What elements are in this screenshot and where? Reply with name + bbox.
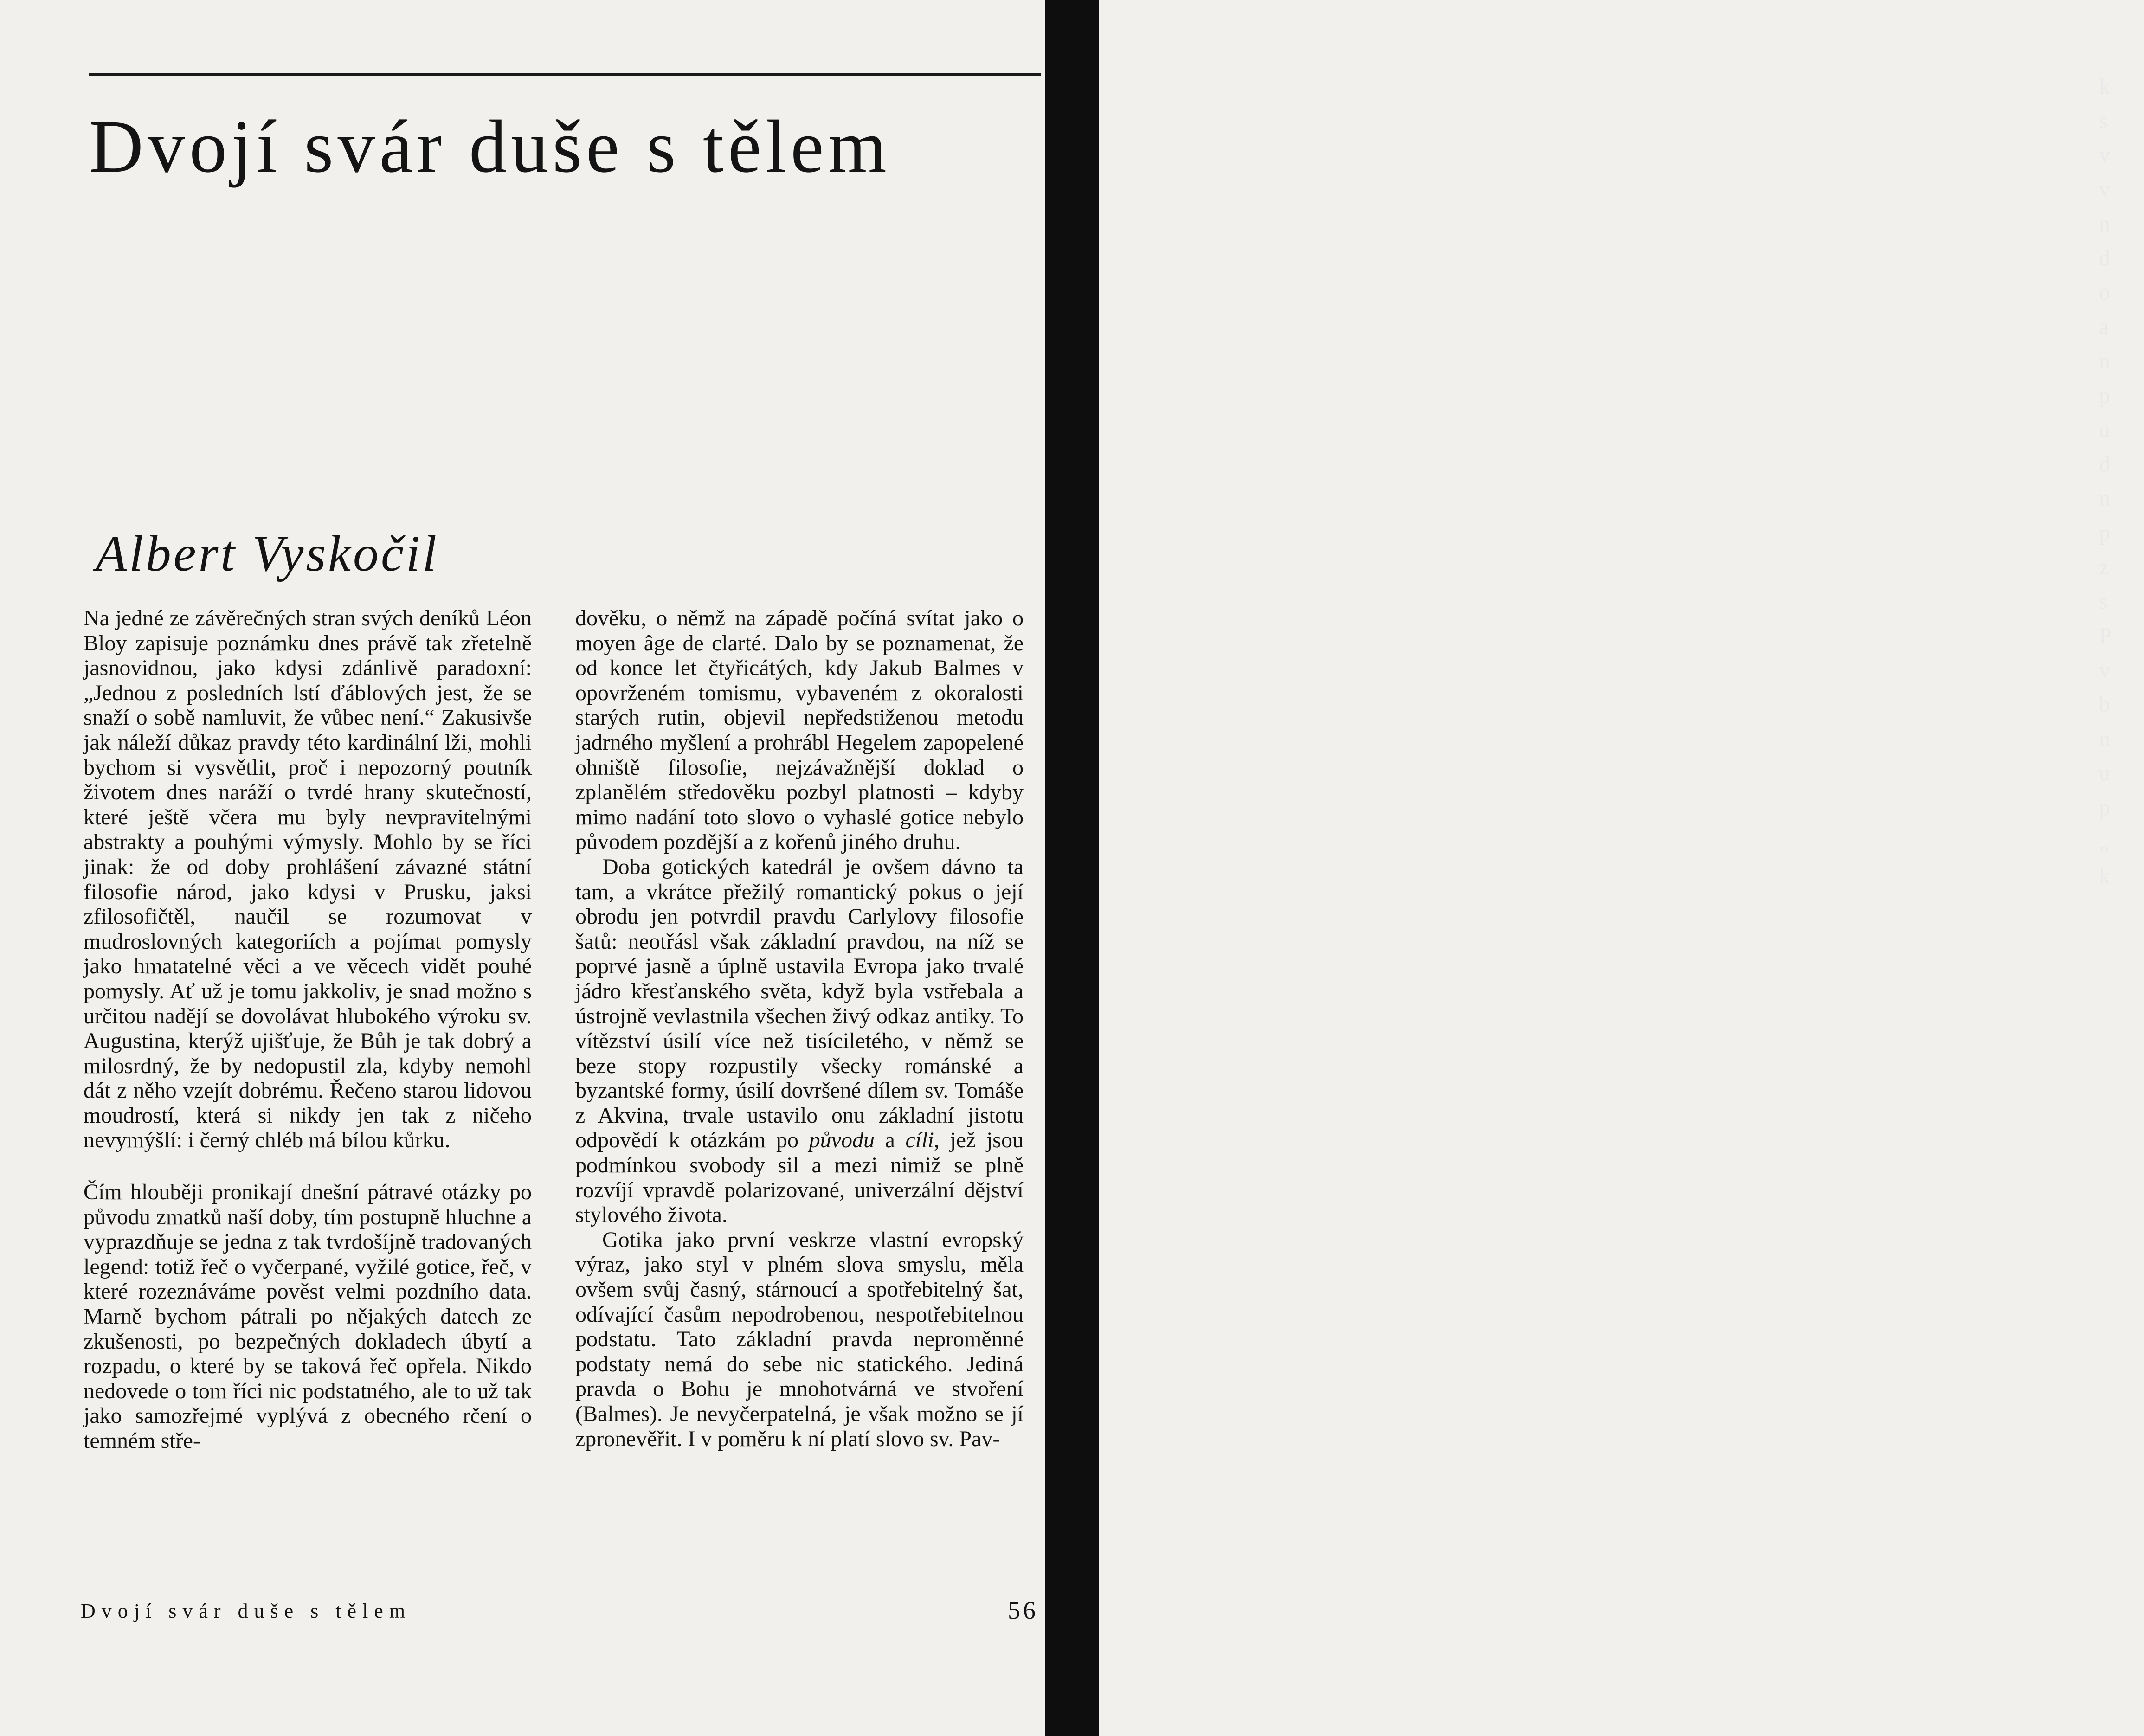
edge-letter: s [2099,109,2108,133]
paragraph: dověku, o němž na západě počíná svítat jako o moyen âge de clarté. Dalo by se poznamenat, že od konce let čtyřicátých, kdy Jakub Balmes v opovrženém tomismu, vybaveném z okoralosti starých rutin, objevil nepředstiženou metodu jadrného myšlení a prohrábl Hegelem zapopelené ohniště filosofie, nejzávažnější doklad o zplanělém středověku pozbyl platnosti – kdyby mimo nadání toto slovo o vyhaslé gotice nebylo původem pozdější a z kořenů jiného druhu. [575,606,1024,855]
adjacent-page-edge [1045,0,2112,1736]
edge-letter: u [2099,418,2110,442]
edge-letter: „ [2099,829,2109,854]
edge-letter: n [2099,349,2110,373]
edge-letter: n [2099,486,2110,511]
right-column [575,606,1024,1451]
edge-letter: d [2099,246,2110,270]
edge-letter: P [2099,624,2112,648]
edge-letter: k [2099,864,2110,888]
page-number: 56 [1008,1596,1038,1624]
edge-letter: s [2099,589,2108,614]
paragraph: Na jedné ze závěrečných stran svých deníků Léon Bloy zapisuje poznámku dnes právě tak zřetelně jasnovidnou, jako kdysi zdánlivě paradoxní: „Jednou z posledních lstí ďáblových jest, že se snaží o sobě namluvit, že vůbec není.“ Zakusivše jak náleží důkaz pravdy této kardinální lži, mohli bychom si vysvětlit, proč i nepozorný poutník životem dnes naráží o tvrdé hrany skutečností, které ještě včera mu byly nevpravitelnými abstrakty a pouhými výmysly. Mohlo by se říci jinak: že od doby prohlášení závazné státní filosofie národ, jako kdysi v Prusku, jaksi zfilosofičtěl, naučil se rozumovat v mudroslovných kategoriích a pojímat pomysly jako hmatatelné věci a ve věcech vidět pouhé pomysly. Ať už je tomu jakkoliv, je snad možno s určitou nadějí se dovolávat hlubokého výroku sv. Augustina, kterýž ujišťuje, že Bůh je tak dobrý a milosrdný, že by nedopustil zla, kdyby nemohl dát z něho vzejít dobrému. Řečeno starou lidovou moudrostí, která si nikdy jen tak z ničeho nevymýšlí: i černý chléb má bílou kůrku. [84,606,532,1153]
paragraph-text: Doba gotických katedrál je ovšem dávno ta tam, a vkrátce přežilý romantický pokus o její obrodu jen potvrdil pravdu Carlylovy filosofie šatů: neotřásl však základní pravdou, na níž se poprvé jasně a úplně ustavila Evropa jako trvalé jádro křesťanského světa, když byla vstřebala a ústrojně vevlastnila všechen živý odkaz antiky. To vítězství úsilí více než tisíciletého, v němž se beze stopy rozpustily všecky románské a byzantské formy, úsilí dovršené dílem sv. Tomáše z Akvina, trvale ustavilo onu základní jistotu odpovědí k otázkám po [575,854,1024,1153]
left-column [84,606,532,1453]
edge-letter: o [2099,280,2110,305]
edge-letter: v [2099,143,2110,167]
edge-letter: n [2099,212,2110,236]
paragraph-text: a [874,1128,906,1153]
paragraph: Čím hlouběji pronikají dnešní pátravé otázky po původu zmatků naší doby, tím postupně hluchne a vyprazdňuje se jedna z tak tvrdošíjně tradovaných legend: totiž řeč o vyčerpané, vyžilé gotice, řeč, v které rozeznáváme pověst velmi pozdního data. Marně bychom pátrali po nějakých datech ze zkušenosti, po bezpečných dokladech úbytí a rozpadu, o které by se taková řeč opřela. Nikdo nedovede o tom říci nic podstatného, ale to už tak jako samozřejmé vyplývá z obecného rčení o temném stře- [84,1180,532,1453]
edge-letter: p [2099,795,2110,820]
edge-letter: z [2099,555,2109,579]
top-rule [89,73,1041,76]
paragraph-text: , jež jsou podmínkou svobody sil a mezi nimiž se plně rozvíjí vpravdě polarizované, univerzální dějství stylového života. [575,1128,1024,1228]
emphasis-puvodu: původu [809,1128,875,1153]
article-title: Dvojí svár duše s tělem [89,105,891,188]
running-footer: Dvojí svár duše s tělem [81,1600,412,1622]
emphasis-cili: cíli [905,1128,934,1153]
edge-letter: p [2099,521,2110,545]
edge-letter: v [2099,658,2110,682]
edge-letter: b [2099,692,2110,717]
edge-letter: u [2099,761,2110,785]
author-name: Albert Vyskočil [96,525,439,582]
paragraph: Gotika jako první veskrze vlastní evropský výraz, jako styl v plném slova smyslu, měla ovšem svůj časný, stárnoucí a spotřebitelný šat, odívající časům nepodrobenou, nespotřebitelnou podstatu. Tato základní pravda neproměnné podstaty nemá do sebe nic statického. Jediná pravda o Bohu je mnohotvárná ve stvoření (Balmes). Je nevyčerpatelná, je však možno se jí zpronevěřit. I v poměru k ní platí slovo sv. Pav- [575,1227,1024,1451]
edge-letter: p [2099,383,2110,408]
edge-letter: d [2099,452,2110,476]
adjacent-page-letters [2099,70,2144,894]
edge-letter: a [2099,315,2109,339]
edge-letter: k [2099,74,2110,99]
edge-letter: n [2099,727,2110,751]
edge-letter: v [2099,177,2110,202]
paragraph [575,855,1024,1228]
